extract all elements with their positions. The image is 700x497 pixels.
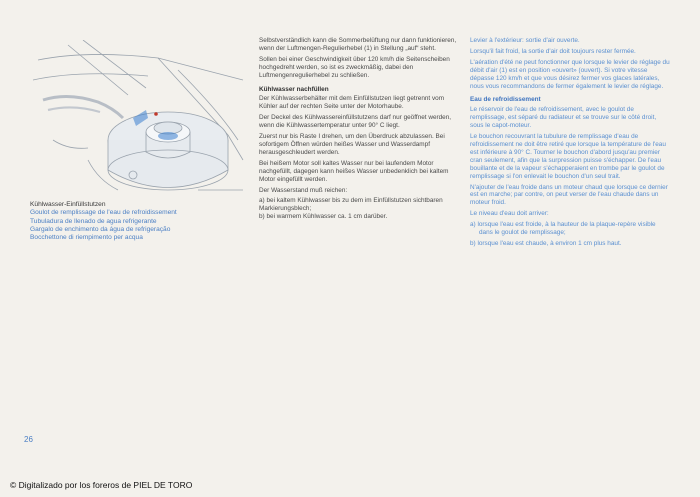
list-item: b) bei warmem Kühlwasser ca. 1 cm darüber. [259, 213, 388, 221]
paragraph: Lorsqu'il fait froid, la sortie d'air doit toujours rester fermée. [470, 47, 636, 55]
paragraph: Der Kühlwasserbehälter mit dem Einfüllstutzen liegt getrennt vom Kühler auf der rechten Seite unter der Motorhaube. [259, 95, 445, 111]
paragraph: Sollen bei einer Geschwindigkeit über 120 km/h die Seitenscheiben hochgedreht werden, so ist es zweckmäßig, dabei den Luftmengenregulierhebel zu schließen. [259, 55, 450, 79]
list-item: a) lorsque l'eau est froide, à la hauteur de la plaque-repère visible dans le goulot de remplissage; [470, 221, 656, 237]
caption-french: Goulot de remplissage de l'eau de refroidissement [30, 209, 177, 217]
section-heading: Eau de refroidissement [470, 96, 541, 104]
paragraph: Le réservoir de l'eau de refroidissement, avec le goulot de remplissage, est séparé du radiateur et se trouve sur le côté droit, sous le capot-moteur. [470, 106, 657, 130]
paragraph: N'ajouter de l'eau froide dans un moteur chaud que lorsque ce dernier est en marche; par contre, on peut verser de l'eau chaude dans un moteur froid. [470, 183, 668, 207]
caption-portuguese: Gargalo de enchimento da água de refrigeração [30, 225, 171, 233]
french-column [470, 37, 670, 251]
paragraph: Der Wasserstand muß reichen: [259, 186, 348, 194]
paragraph: Levier à l'extérieur: sortie d'air ouverte. [470, 37, 580, 44]
paragraph: Der Deckel des Kühlwassereinfüllstutzens darf nur geöffnet werden, wenn die Kühlwassertemperatur unter 90° C liegt. [259, 114, 452, 130]
section-heading: Kühlwasser nachfüllen [259, 85, 329, 93]
paragraph: Zuerst nur bis Raste I drehen, um den Überdruck abzulassen. Bei sofortigem Öffnen würden heißes Wasser und Wasserdampf herausgeschleudert werden. [259, 133, 445, 156]
caption-german: Kühlwasser-Einfüllstutzen [30, 201, 106, 208]
figure-caption [30, 201, 260, 242]
paragraph: L'aération d'été ne peut fonctionner que lorsque le levier de réglage du débit d'air (1) est en position «ouvert» (ouvert). Si votre vitesse dépasse 120 km/h et que vous désirez fermer vos glaces latérales, nous vous recommandons de fermer également le levier de réglage. [470, 58, 670, 90]
german-column [259, 37, 459, 221]
page-number: 26 [24, 435, 33, 444]
list-item: b) lorsque l'eau est chaude, à environ 1 cm plus haut. [470, 239, 622, 247]
engine-illustration [28, 40, 250, 200]
paragraph: Le niveau d'eau doit arriver: [470, 210, 549, 218]
caption-spanish: Tubuladura de llenado de agua refrigerante [30, 217, 157, 225]
paragraph: Le bouchon recouvrant la tubulure de remplissage d'eau de refroidissement ne doit être retiré que lorsque la température de l'eau est inférieure à 90° C. Tourner le bouchon d'abord jusqu'au premier cran seulement, afin que la surpression puisse s'échapper. De l'eau bouillante et de la vapeur s'échapperaient en trombe par le goulot de remplissage si l'on enlevait le bouchon d'un seul trait. [470, 133, 666, 180]
paragraph: Bei heißem Motor soll kaltes Wasser nur bei laufendem Motor nachgefüllt, dagegen kann heißes Wasser unbedenklich bei kaltem Motor eingefüllt werden. [259, 159, 449, 183]
list-item: a) bei kaltem Kühlwasser bis zu dem im Einfüllstutzen sichtbaren Markierungsblech; [259, 197, 443, 213]
scan-credit-footer: © Digitalizado por los foreros de PIEL DE TORO [10, 480, 193, 490]
level-list [259, 197, 459, 221]
paragraph: Selbstverständlich kann die Sommerbelüftung nur dann funktionieren, wenn der Luftmengen-Regulierhebel (1) in Stellung „auf“ steht. [259, 37, 457, 52]
coolant-tank-illustration [28, 40, 250, 200]
caption-italian: Bocchettone di riempimento per acqua [30, 234, 143, 242]
